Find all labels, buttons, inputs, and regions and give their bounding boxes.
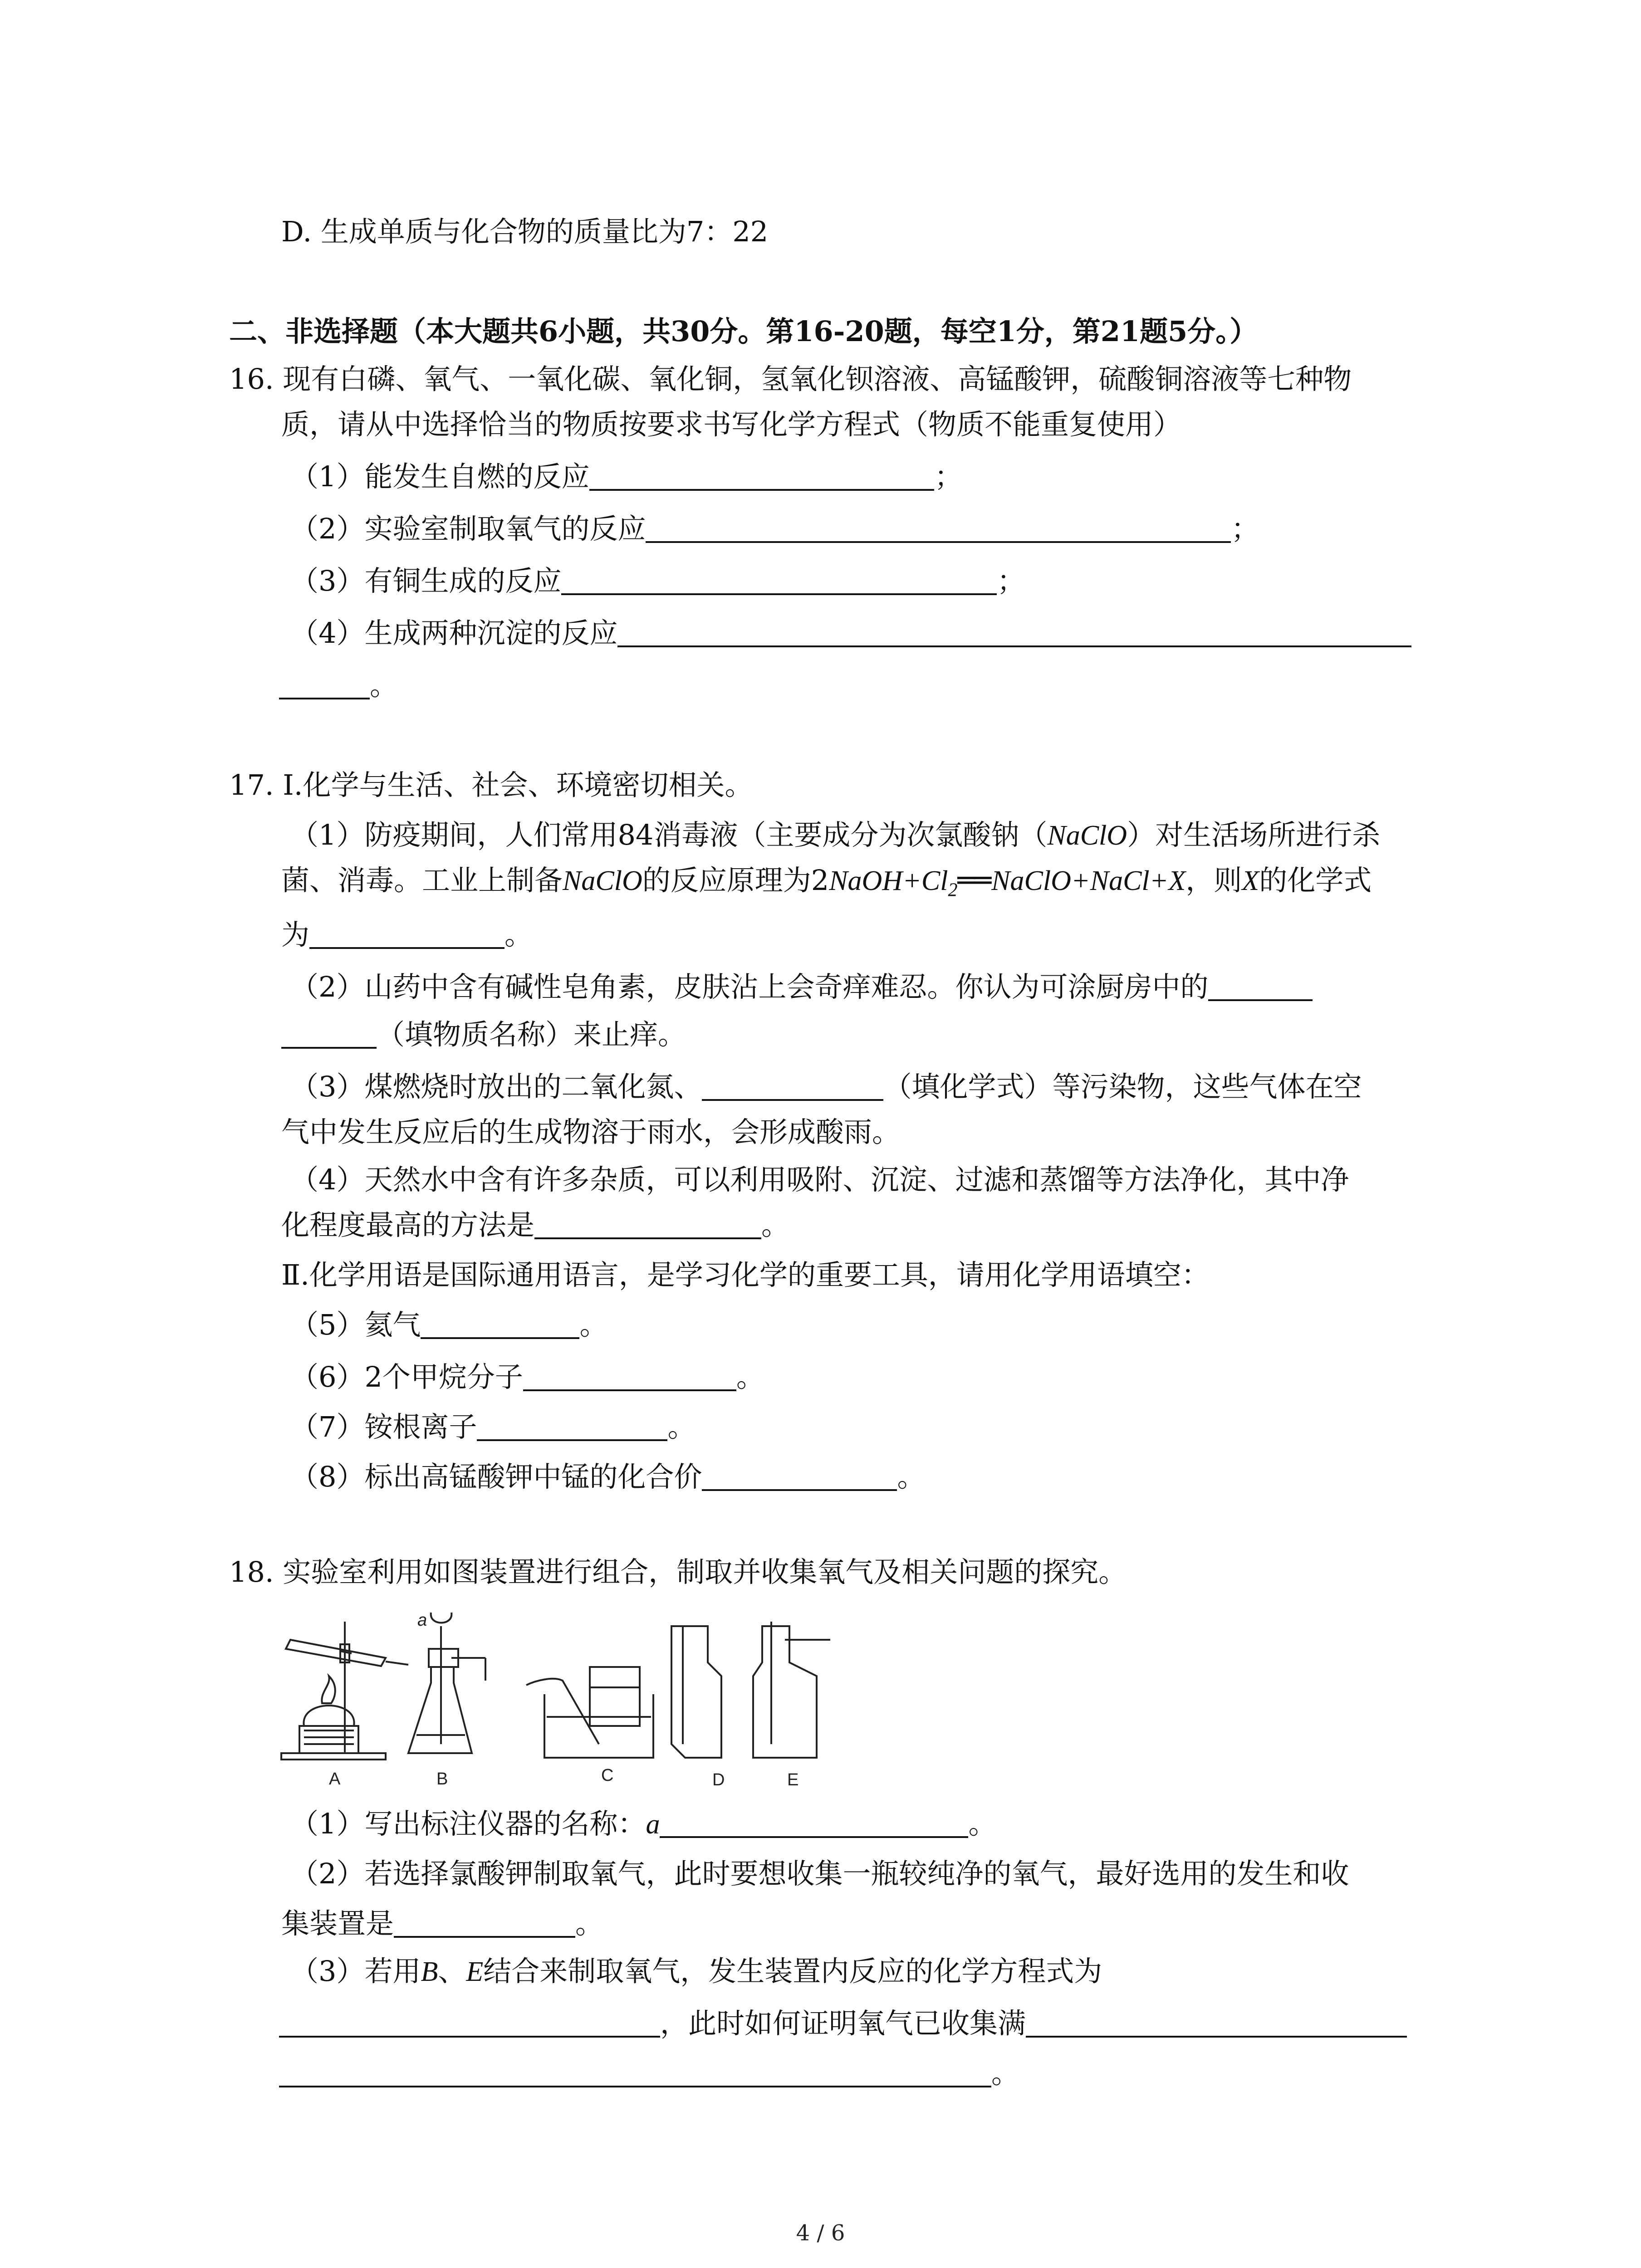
apparatus-a <box>281 1622 408 1760</box>
label-D: D <box>712 1770 725 1789</box>
q17-p1-blank[interactable] <box>309 923 505 949</box>
q16-part4: （4）生成两种沉淀的反应 <box>290 619 1411 647</box>
q18-stem: 18. 实验室利用如图装置进行组合，制取并收集氧气及相关问题的探究。 <box>229 1555 1127 1589</box>
q17-p2-line2: （填物质名称）来止痒。 <box>281 1021 686 1049</box>
q16-part4-blank-cont[interactable] <box>279 673 370 699</box>
q18-p3-line3: 。 <box>279 2059 1019 2087</box>
q18-p2-line2: 集装置是 。 <box>281 1907 604 1940</box>
section-2-heading: 二、非选择题（本大题共6小题，共30分。第16-20题，每空1分，第21题5分。） <box>229 315 1258 348</box>
q16-stem-line1: 16. 现有白磷、氧气、一氧化碳、氧化铜，氢氧化钡溶液、高锰酸钾，硫酸铜溶液等七种物 <box>229 362 1352 396</box>
q17-p5: （5）氦气 。 <box>290 1308 608 1341</box>
q18-p3-check-blank-cont[interactable] <box>279 2061 991 2087</box>
q17-p4-line2: 化程度最高的方法是 。 <box>281 1208 790 1242</box>
q16-part1-blank[interactable] <box>589 464 934 491</box>
apparatus-b <box>408 1613 485 1753</box>
q17-p2-blank-cont[interactable] <box>281 1022 377 1049</box>
q16-part2: （2）实验室制取氧气的反应 ； <box>290 512 1259 545</box>
q17-p8: （8）标出高锰酸钾中锰的化合价 。 <box>290 1460 926 1493</box>
apparatus-e <box>753 1622 830 1758</box>
q18-p3-line2: ，此时如何证明氧气已收集满 <box>279 2009 1407 2038</box>
q17-p3-blank[interactable] <box>702 1075 883 1101</box>
q17-p3-line2: 气中发生反应后的生成物溶于雨水，会形成酸雨。 <box>281 1115 901 1149</box>
q17-p5-blank[interactable] <box>421 1313 579 1339</box>
apparatus-c <box>526 1667 653 1758</box>
q17-p6: （6）2个甲烷分子 。 <box>290 1360 764 1393</box>
q16-part4-cont: 。 <box>279 671 398 699</box>
q18-p3-equation-blank[interactable] <box>279 2011 660 2038</box>
q16-part4-blank[interactable] <box>617 621 1411 647</box>
q16-part1: （1）能发生自燃的反应 ； <box>290 460 963 493</box>
q18-p3-line1: （3）若用B、E结合来制取氧气，发生装置内反应的化学方程式为 <box>290 1955 1102 1988</box>
page-number: 4 / 6 <box>796 2220 845 2246</box>
q17-p4-blank[interactable] <box>534 1213 761 1239</box>
q17-p7-blank[interactable] <box>477 1415 667 1441</box>
label-C: C <box>601 1766 614 1785</box>
q18-p1-blank[interactable] <box>660 1812 968 1838</box>
q16-stem-line2: 质，请从中选择恰当的物质按要求书写化学方程式（物质不能重复使用） <box>281 408 1182 441</box>
label-B: B <box>436 1769 448 1789</box>
q18-p2-line1: （2）若选择氯酸钾制取氧气，此时要想收集一瓶较纯净的氧气，最好选用的发生和收 <box>290 1857 1349 1890</box>
q15-option-d: D. 生成单质与化合物的质量比为7：22 <box>281 215 769 248</box>
q18-p3-check-blank[interactable] <box>1026 2011 1407 2038</box>
q17-p6-blank[interactable] <box>523 1365 736 1391</box>
q16-part2-blank[interactable] <box>646 517 1231 543</box>
q17-p3-line1: （3）煤燃烧时放出的二氧化氮、 （填化学式）等污染物，这些气体在空 <box>290 1070 1362 1103</box>
q16-part3: （3）有铜生成的反应 ； <box>290 564 1025 597</box>
apparatus-drawing <box>272 1608 880 1794</box>
label-a: a <box>417 1611 427 1630</box>
q18-p1: （1）写出标注仪器的名称：a 。 <box>290 1807 997 1840</box>
q17-part1-intro: 17. Ⅰ.化学与生活、社会、环境密切相关。 <box>229 768 753 802</box>
q17-p4-line1: （4）天然水中含有许多杂质，可以利用吸附、沉淀、过滤和蒸馏等方法净化，其中净 <box>290 1163 1349 1196</box>
q16-part3-blank[interactable] <box>561 569 997 595</box>
label-E: E <box>787 1770 799 1789</box>
apparatus-d <box>671 1626 721 1758</box>
q18-p2-blank[interactable] <box>394 1911 575 1938</box>
q17-p1-line3: 为 。 <box>281 918 533 951</box>
q17-p2-line1: （2）山药中含有碱性皂角素，皮肤沾上会奇痒难忍。你认为可涂厨房中的 <box>290 973 1313 1001</box>
apparatus-figure <box>272 1608 880 1794</box>
q17-p8-blank[interactable] <box>702 1465 897 1491</box>
label-A: A <box>329 1769 341 1789</box>
q17-p1-line2: 菌、消毒。工业上制备NaClO的反应原理为$2NaOH+Cl_2══NaClO+NaCl+X$，则X的化学式 <box>281 864 1372 901</box>
q17-p2-blank[interactable] <box>1208 975 1313 1001</box>
q17-p7: （7）铵根离子 。 <box>290 1410 696 1443</box>
q17-p1-line1: （1）防疫期间，人们常用84消毒液（主要成分为次氯酸钠（NaClO）对生活场所进行杀 <box>290 818 1381 851</box>
q17-part2-intro: Ⅱ.化学用语是国际通用语言，是学习化学的重要工具，请用化学用语填空： <box>281 1258 1210 1291</box>
